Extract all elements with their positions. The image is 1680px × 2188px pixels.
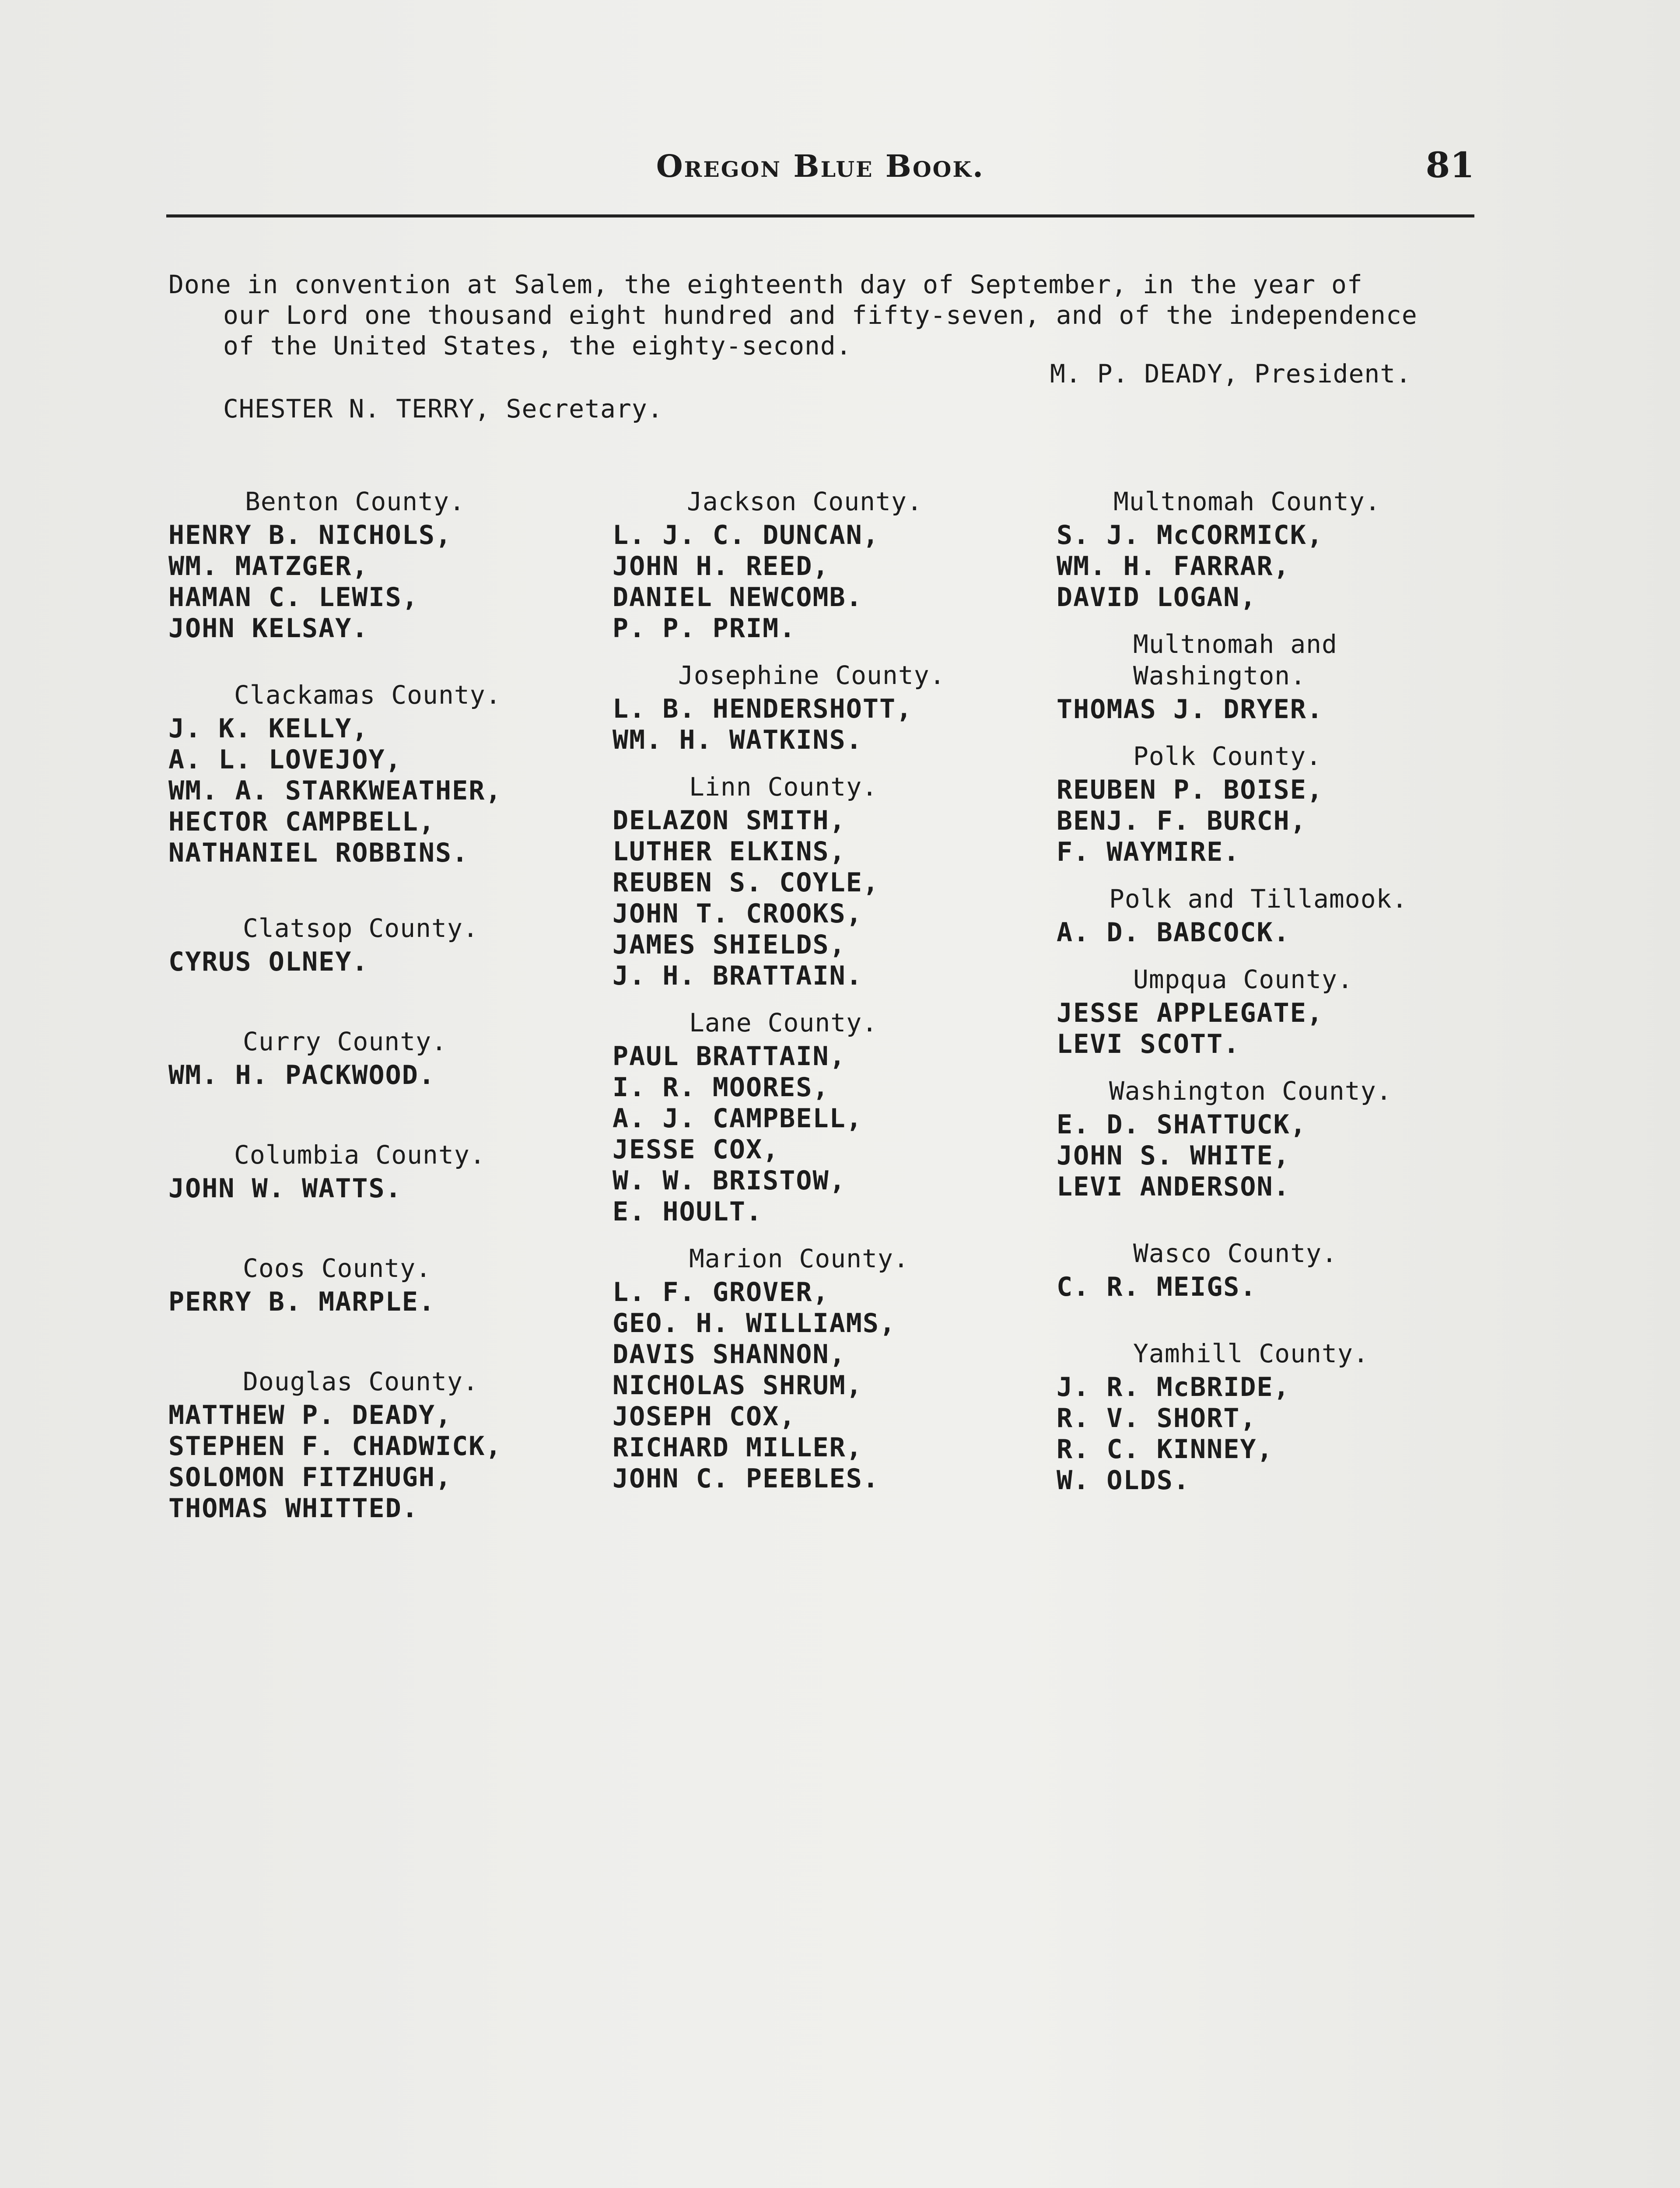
delegate-name: WM. H. FARRAR, bbox=[1057, 551, 1290, 582]
delegate-list bbox=[612, 520, 1050, 644]
county-name: Linn County. bbox=[689, 772, 878, 802]
delegate-list bbox=[612, 805, 1050, 992]
delegates-column-2 bbox=[612, 486, 1050, 1494]
delegate-name: S. J. McCORMICK, bbox=[1057, 520, 1323, 551]
delegate-list bbox=[1057, 775, 1494, 868]
delegate-name: HECTOR CAMPBELL, bbox=[168, 806, 435, 837]
delegate-name: J. H. BRATTAIN. bbox=[612, 961, 863, 991]
delegate-name: A. D. BABCOCK. bbox=[1057, 917, 1290, 948]
county-name: Umpqua County. bbox=[1133, 964, 1353, 994]
county-block bbox=[1057, 964, 1494, 1060]
delegates-column-1 bbox=[168, 486, 606, 1524]
delegate-name: WM. H. WATKINS. bbox=[612, 725, 863, 755]
county-block bbox=[168, 1139, 606, 1204]
county-block bbox=[612, 1007, 1050, 1227]
county-name: Josephine County. bbox=[678, 660, 945, 690]
closing-paragraph bbox=[168, 269, 1477, 361]
county-name: Clackamas County. bbox=[234, 680, 501, 710]
delegate-name: JOHN C. PEEBLES. bbox=[612, 1463, 879, 1494]
county-name: Multnomah and Washington. bbox=[1133, 629, 1337, 691]
county-block bbox=[168, 1252, 606, 1318]
closing-line: of the United States, the eighty-second. bbox=[223, 331, 852, 361]
county-name: Multnomah County. bbox=[1113, 487, 1381, 516]
delegate-name: JOHN KELSAY. bbox=[168, 613, 369, 644]
county-name: Jackson County. bbox=[687, 487, 923, 516]
delegate-list bbox=[168, 1287, 606, 1318]
running-head bbox=[166, 144, 1474, 193]
delegate-name: LUTHER ELKINS, bbox=[612, 836, 846, 867]
delegate-name: LEVI ANDERSON. bbox=[1057, 1171, 1290, 1202]
delegate-name: DAVIS SHANNON, bbox=[612, 1339, 846, 1370]
delegate-name: LEVI SCOTT. bbox=[1057, 1029, 1240, 1059]
delegate-name: C. R. MEIGS. bbox=[1057, 1272, 1257, 1302]
delegate-name: CYRUS OLNEY. bbox=[168, 947, 369, 977]
county-block bbox=[168, 486, 606, 644]
book-title: Oregon Blue Book. bbox=[656, 148, 985, 184]
county-name: Lane County. bbox=[689, 1008, 878, 1038]
delegate-list bbox=[612, 694, 1050, 756]
county-name: Clatsop County. bbox=[243, 913, 479, 943]
delegate-name: J. K. KELLY, bbox=[168, 713, 369, 744]
delegate-name: L. J. C. DUNCAN, bbox=[612, 520, 879, 551]
page-number: 81 bbox=[1425, 144, 1474, 186]
closing-line: Done in convention at Salem, the eighteenth day of September, in the year of bbox=[168, 270, 1363, 299]
county-name: Curry County. bbox=[243, 1027, 447, 1056]
delegate-name: A. J. CAMPBELL, bbox=[612, 1103, 863, 1134]
delegate-name: STEPHEN F. CHADWICK, bbox=[168, 1431, 502, 1462]
delegate-list bbox=[1057, 520, 1494, 613]
delegate-list bbox=[612, 1277, 1050, 1494]
delegate-name: HENRY B. NICHOLS, bbox=[168, 520, 452, 551]
delegate-name: RICHARD MILLER, bbox=[612, 1432, 863, 1463]
county-block bbox=[1057, 1238, 1494, 1303]
delegate-name: SOLOMON FITZHUGH, bbox=[168, 1462, 452, 1493]
delegate-name: L. F. GROVER, bbox=[612, 1277, 830, 1308]
county-name: Polk County. bbox=[1133, 741, 1322, 771]
county-block bbox=[612, 1243, 1050, 1494]
county-name: Polk and Tillamook. bbox=[1109, 884, 1408, 914]
county-block bbox=[1057, 1338, 1494, 1496]
delegate-name: JESSE APPLEGATE, bbox=[1057, 998, 1323, 1028]
delegate-name: L. B. HENDERSHOTT, bbox=[612, 694, 913, 724]
delegate-name: WM. A. STARKWEATHER, bbox=[168, 775, 502, 806]
county-name: Wasco County. bbox=[1133, 1238, 1337, 1268]
county-block bbox=[1057, 1075, 1494, 1203]
delegate-name: WM. H. PACKWOOD. bbox=[168, 1060, 435, 1090]
delegate-name: REUBEN S. COYLE, bbox=[612, 867, 879, 898]
delegate-list bbox=[1057, 1109, 1494, 1203]
county-block bbox=[612, 659, 1050, 756]
county-block bbox=[168, 1366, 606, 1524]
delegate-list bbox=[1057, 1272, 1494, 1303]
county-name: Columbia County. bbox=[234, 1140, 486, 1170]
delegate-name: NICHOLAS SHRUM, bbox=[612, 1370, 863, 1401]
delegate-name: BENJ. F. BURCH, bbox=[1057, 806, 1307, 836]
delegate-name: WM. MATZGER, bbox=[168, 551, 369, 582]
delegate-name: DANIEL NEWCOMB. bbox=[612, 582, 863, 613]
delegate-name: MATTHEW P. DEADY, bbox=[168, 1400, 452, 1431]
county-name: Coos County. bbox=[243, 1253, 432, 1283]
delegate-name: JOHN W. WATTS. bbox=[168, 1173, 402, 1204]
delegate-name: JESSE COX, bbox=[612, 1134, 780, 1165]
delegate-name: R. C. KINNEY, bbox=[1057, 1434, 1274, 1465]
president-signature: M. P. DEADY, President. bbox=[1050, 359, 1412, 389]
delegate-name: JAMES SHIELDS, bbox=[612, 929, 846, 960]
county-block bbox=[168, 1026, 606, 1091]
delegate-list bbox=[168, 520, 606, 644]
delegate-list bbox=[168, 947, 606, 978]
delegate-name: PAUL BRATTAIN, bbox=[612, 1041, 846, 1072]
delegate-list bbox=[1057, 1372, 1494, 1496]
delegate-name: I. R. MOORES, bbox=[612, 1072, 830, 1103]
delegate-name: THOMAS WHITTED. bbox=[168, 1493, 419, 1524]
delegate-name: JOSEPH COX, bbox=[612, 1401, 796, 1432]
delegate-name: DELAZON SMITH, bbox=[612, 805, 846, 836]
county-name: Douglas County. bbox=[243, 1367, 479, 1396]
delegate-list bbox=[168, 713, 606, 869]
delegate-name: GEO. H. WILLIAMS, bbox=[612, 1308, 896, 1339]
county-name: Yamhill County. bbox=[1133, 1339, 1369, 1368]
delegate-name: JOHN T. CROOKS, bbox=[612, 898, 863, 929]
county-block bbox=[1057, 883, 1494, 948]
delegate-name: THOMAS J. DRYER. bbox=[1057, 694, 1323, 725]
county-block bbox=[1057, 486, 1494, 613]
county-name: Benton County. bbox=[245, 487, 465, 516]
delegate-list bbox=[168, 1400, 606, 1524]
county-block bbox=[612, 771, 1050, 992]
delegate-name: NATHANIEL ROBBINS. bbox=[168, 838, 469, 868]
delegate-name: W. W. BRISTOW, bbox=[612, 1165, 846, 1196]
delegate-list bbox=[612, 1041, 1050, 1227]
county-block bbox=[1057, 740, 1494, 868]
delegate-name: PERRY B. MARPLE. bbox=[168, 1287, 435, 1317]
county-name: Washington County. bbox=[1109, 1076, 1392, 1106]
delegate-list bbox=[168, 1173, 606, 1204]
delegate-name: JOHN S. WHITE, bbox=[1057, 1140, 1290, 1171]
delegate-name: F. WAYMIRE. bbox=[1057, 837, 1240, 867]
delegate-name: J. R. McBRIDE, bbox=[1057, 1372, 1290, 1403]
county-block bbox=[1057, 628, 1494, 725]
county-block bbox=[168, 679, 606, 869]
delegate-list bbox=[168, 1060, 606, 1091]
delegate-name: A. L. LOVEJOY, bbox=[168, 744, 402, 775]
secretary-signature: CHESTER N. TERRY, Secretary. bbox=[223, 394, 663, 424]
delegate-name: E. HOULT. bbox=[612, 1196, 763, 1227]
delegate-name: E. D. SHATTUCK, bbox=[1057, 1109, 1307, 1140]
delegate-name: W. OLDS. bbox=[1057, 1465, 1190, 1496]
delegate-name: REUBEN P. BOISE, bbox=[1057, 775, 1323, 805]
delegate-name: P. P. PRIM. bbox=[612, 613, 796, 644]
county-block bbox=[168, 912, 606, 978]
header-rule bbox=[166, 214, 1474, 217]
county-block bbox=[612, 486, 1050, 644]
delegate-name: R. V. SHORT, bbox=[1057, 1403, 1257, 1434]
delegate-name: HAMAN C. LEWIS, bbox=[168, 582, 419, 613]
delegates-column-3 bbox=[1057, 486, 1494, 1496]
delegate-list bbox=[1057, 694, 1494, 725]
delegate-list bbox=[1057, 917, 1494, 948]
delegate-list bbox=[1057, 998, 1494, 1060]
county-name: Marion County. bbox=[689, 1244, 909, 1273]
delegate-name: DAVID LOGAN, bbox=[1057, 582, 1257, 613]
delegate-name: JOHN H. REED, bbox=[612, 551, 830, 582]
closing-line: our Lord one thousand eight hundred and fifty-seven, and of the independence bbox=[223, 300, 1418, 330]
